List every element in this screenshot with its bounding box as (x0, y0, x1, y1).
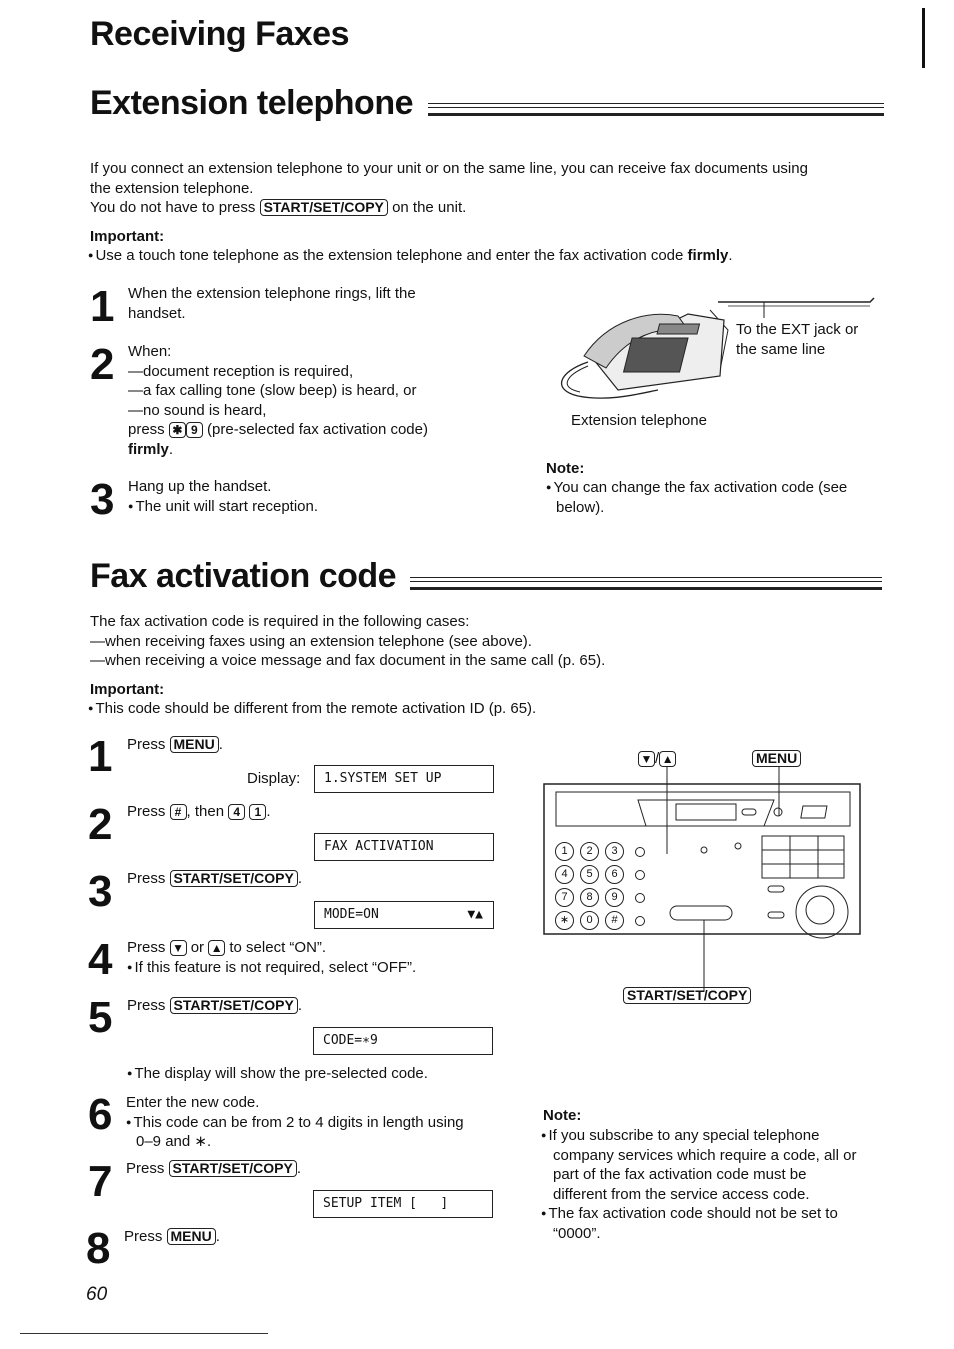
ext-jack-label: To the EXT jack or the same line (736, 321, 859, 358)
menu-key: MENU (167, 1228, 216, 1245)
lcd-display: 1.SYSTEM SET UP (314, 765, 494, 793)
display-label: Display: (247, 770, 301, 787)
ext-step-1: When the extension telephone rings, lift the handset. (128, 285, 416, 322)
keypad-key: 2 (580, 842, 599, 861)
keypad-key: 7 (555, 888, 574, 907)
keypad-led (635, 893, 645, 903)
ext-step-2: When: —document reception is required, —a fax calling tone (slow beep) is heard, or —no sound is heard, press ✱ 9 (pre-selected fax activation code) firmly. (128, 343, 428, 458)
start-set-copy-key: START/SET/COPY (170, 870, 298, 887)
ext-step-3: Hang up the handset. ● The unit will start reception. (128, 477, 318, 516)
step-number: 4 (88, 935, 113, 984)
intro-line: If you connect an extension telephone to your unit or on the same line, you can receive fax documents using (90, 160, 808, 177)
intro-line: You do not have to press START/SET/COPY on the unit. (90, 199, 467, 216)
step-number: 1 (88, 732, 113, 781)
intro-line: the extension telephone. (90, 179, 254, 197)
keypad-key: 0 (580, 911, 599, 930)
keypad-key: 4 (555, 865, 574, 884)
step-5-bullet: ● The display will show the pre-selected code. (127, 1064, 428, 1084)
step-number: 2 (90, 340, 115, 389)
figure-caption: Extension telephone (571, 412, 707, 429)
step-number: 6 (88, 1090, 113, 1139)
lcd-display: FAX ACTIVATION (314, 833, 494, 861)
fax-code-title-rule (410, 577, 882, 590)
step-number: 3 (90, 475, 115, 524)
important-text: ● Use a touch tone telephone as the extension telephone and enter the fax activation code firmly. (88, 246, 733, 266)
step-2-text: Press # , then 4 1 . (127, 803, 271, 820)
keypad-key: 1 (555, 842, 574, 861)
step-8-text: Press MENU . (124, 1228, 220, 1245)
keypad-key: 5 (580, 865, 599, 884)
keypad (555, 842, 665, 931)
fax-code-notes: ● If you subscribe to any special telephone company services which require a code, all or part of the fax activation code must be different from the service access code. ● The fax activation code should not be set to “0000”. (541, 1126, 856, 1243)
step-number: 3 (88, 867, 113, 916)
lcd-display: CODE=∗9 (313, 1027, 493, 1055)
nine-key: 9 (186, 422, 203, 438)
step-number: 8 (86, 1224, 111, 1273)
keypad-key: ∗ (555, 911, 574, 930)
step-3-text: Press START/SET/COPY . (127, 870, 302, 887)
hash-key: # (170, 804, 187, 820)
arrow-indicator-icon: ▼▲ (467, 907, 483, 922)
extension-intro (90, 159, 880, 218)
keypad-led (635, 847, 645, 857)
fax-code-title: Fax activation code (90, 557, 397, 595)
start-set-copy-key: START/SET/COPY (260, 199, 388, 216)
menu-key: MENU (170, 736, 219, 753)
up-arrow-key: ▲ (659, 751, 676, 767)
important-label: Important: (90, 681, 165, 698)
lcd-display: MODE=ON ▼▲ (314, 901, 494, 929)
lcd-display: SETUP ITEM [ ] (313, 1190, 493, 1218)
extension-title: Extension telephone (90, 84, 413, 122)
keypad-led (635, 870, 645, 880)
step-5-text: Press START/SET/COPY . (127, 997, 302, 1014)
keypad-led (635, 916, 645, 926)
footer-rule (20, 1333, 268, 1334)
down-arrow-key: ▼ (638, 751, 655, 767)
note-label: Note: (543, 1107, 582, 1124)
step-7-text: Press START/SET/COPY . (126, 1160, 301, 1177)
start-set-copy-key: START/SET/COPY (170, 997, 298, 1014)
extension-title-rule (428, 103, 884, 116)
up-arrow-key: ▲ (208, 940, 225, 956)
step-number: 7 (88, 1157, 113, 1206)
star-key: ✱ (169, 422, 186, 438)
step-number: 2 (88, 800, 113, 849)
keypad-key: # (605, 911, 624, 930)
note-label: Note: (546, 460, 585, 477)
keypad-key: 3 (605, 842, 624, 861)
start-set-copy-key: START/SET/COPY (623, 987, 751, 1004)
step-number: 5 (88, 993, 113, 1042)
important-label: Important: (90, 228, 165, 245)
step-1-text: Press MENU . (127, 736, 223, 753)
important-text: ● This code should be different from the remote activation ID (p. 65). (88, 699, 536, 719)
keypad-key: 9 (605, 888, 624, 907)
panel-arrow-keys: ▼ / ▲ (638, 749, 676, 769)
keypad-key: 6 (605, 865, 624, 884)
page-number: 60 (86, 1284, 108, 1305)
one-key: 1 (249, 804, 266, 820)
four-key: 4 (228, 804, 245, 820)
step-4-text: Press ▼ or ▲ to select “ON”. ● If this feature is not required, select “OFF”. (127, 938, 416, 977)
step-number: 1 (90, 282, 115, 331)
fax-code-intro: The fax activation code is required in the following cases: —when receiving faxes using an extension telephone (see above). —when receiving a voice message and fax document in the same call (p. 65). (90, 613, 606, 669)
section-title: Receiving Faxes (90, 15, 349, 53)
step-6-text: Enter the new code. ● This code can be from 2 to 4 digits in length using 0–9 and ∗. (126, 1093, 464, 1152)
start-set-copy-key: START/SET/COPY (169, 1160, 297, 1177)
ext-note: ● You can change the fax activation code (see below). (546, 478, 847, 517)
margin-bar (922, 8, 925, 68)
keypad-key: 8 (580, 888, 599, 907)
panel-start-label (623, 986, 751, 1006)
down-arrow-key: ▼ (170, 940, 187, 956)
menu-key: MENU (752, 750, 801, 767)
